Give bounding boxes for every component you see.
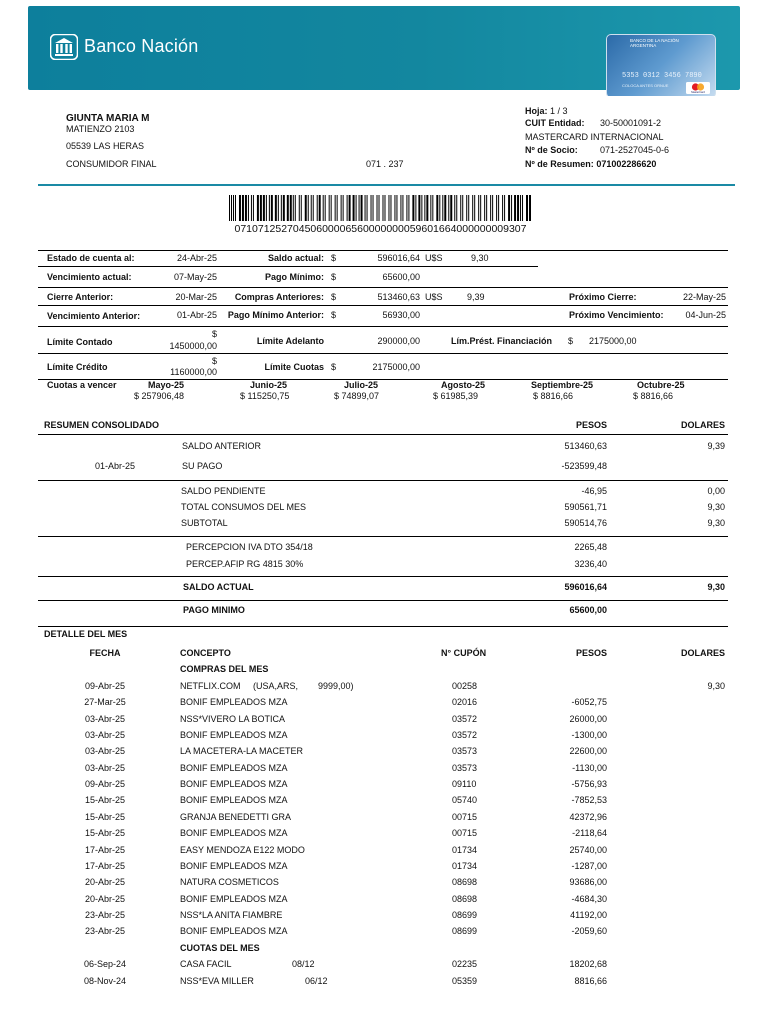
- holder-tax-condition: CONSUMIDOR FINAL: [66, 159, 157, 169]
- barcode-bar: [504, 195, 505, 221]
- detalle-cupon: 03573: [452, 746, 478, 757]
- currency-symbol: $: [331, 362, 337, 372]
- resumen-title: RESUMEN CONSOLIDADO: [44, 420, 160, 430]
- divider: [38, 626, 728, 627]
- barcode-bar: [522, 195, 523, 221]
- estado-label: Estado de cuenta al:: [47, 253, 135, 263]
- detalle-date: 09-Abr-25: [84, 779, 126, 790]
- resumen-pesos: 65600,00: [569, 605, 607, 615]
- holder-street: MATIENZO 2103: [66, 124, 135, 134]
- compras-anteriores-pesos: 513460,63: [377, 292, 420, 302]
- vencimiento-anterior-label: Vencimiento Anterior:: [47, 311, 141, 321]
- barcode-bar: [492, 195, 493, 221]
- detalle-date: 27-Mar-25: [84, 697, 126, 708]
- barcode-bar: [233, 195, 234, 221]
- barcode-bar: [269, 195, 270, 221]
- compras-anteriores-label: Compras Anteriores:: [234, 292, 324, 302]
- limite-cuotas-label: Límite Cuotas: [264, 362, 324, 372]
- barcode-bar: [394, 195, 395, 221]
- barcode-bar: [313, 195, 314, 221]
- detalle-pesos: 93686,00: [569, 877, 607, 888]
- resumen-pesos: 2265,48: [574, 542, 607, 552]
- detalle-cupon: 01734: [452, 860, 478, 871]
- detalle-cupon: 02235: [452, 959, 478, 969]
- detalle-concept: BONIF EMPLEADOS MZA: [180, 860, 288, 871]
- barcode-bar: [361, 195, 363, 221]
- resumen-number: Nº de Resumen: 071002286620: [525, 159, 657, 169]
- detalle-cupon: 01734: [452, 844, 478, 855]
- detalle-date: 15-Abr-25: [84, 828, 126, 839]
- estado-value: 24-Abr-25: [176, 253, 217, 263]
- barcode-bar: [311, 195, 312, 221]
- compras-title: COMPRAS DEL MES: [180, 664, 269, 674]
- barcode-bar: [257, 195, 259, 221]
- barcode-bar: [379, 195, 380, 221]
- detalle-pesos: -4684,30: [571, 893, 607, 904]
- cuota-amount: $ 115250,75: [240, 391, 290, 401]
- limite-financiacion-label: Lím.Prést. Financiación: [451, 336, 553, 346]
- barcode-bar: [293, 195, 294, 221]
- proximo-vencimiento-value: 04-Jun-25: [685, 310, 726, 320]
- barcode-bar: [498, 195, 499, 221]
- barcode-bar: [408, 195, 409, 221]
- barcode-bar: [436, 195, 438, 221]
- branch-code: 071 . 237: [366, 159, 404, 169]
- resumen-concept: PERCEPCION IVA DTO 354/18: [186, 542, 313, 552]
- barcode-bar: [308, 195, 309, 221]
- detalle-date: 03-Abr-25: [84, 730, 126, 741]
- fecha-header: FECHA: [89, 648, 121, 658]
- saldo-label: Saldo actual:: [267, 253, 324, 263]
- cierre-anterior-value: 20-Mar-25: [175, 292, 217, 302]
- detalle-concept: BONIF EMPLEADOS MZA: [180, 730, 288, 741]
- detalle-pesos: -1130,00: [572, 762, 607, 773]
- resumen-concept: SALDO ACTUAL: [183, 582, 254, 592]
- resumen-pesos: -46,95: [581, 486, 607, 496]
- barcode-bar: [365, 195, 366, 221]
- detalle-cupon: 08699: [452, 926, 478, 937]
- barcode-bar: [248, 195, 249, 221]
- barcode-bar: [486, 195, 487, 221]
- detalle-cupon: 02016: [452, 697, 478, 708]
- barcode-bar: [426, 195, 428, 221]
- bank-name: Banco Nación: [84, 36, 199, 56]
- barcode-bar: [418, 195, 420, 221]
- detalle-date: 08-Nov-24: [83, 975, 127, 986]
- resumen-usd: 9,30: [707, 502, 725, 512]
- barcode-bar: [253, 195, 254, 221]
- barcode-bar: [251, 195, 252, 221]
- barcode-bar: [390, 195, 391, 221]
- mastercard-logo-icon: [686, 82, 710, 94]
- cierre-anterior-label: Cierre Anterior:: [47, 292, 114, 302]
- detalle-pesos: 25740,00: [569, 844, 607, 855]
- detalle-cupon: 00715: [452, 811, 478, 822]
- barcode-bar: [514, 195, 516, 221]
- pago-minimo-label: Pago Mínimo:: [265, 272, 324, 282]
- barcode-bar: [456, 195, 457, 221]
- barcode-bar: [478, 195, 479, 221]
- barcode-bar: [290, 195, 292, 221]
- barcode-bar: [349, 195, 351, 221]
- barcode-bar: [466, 195, 467, 221]
- compras-anteriores-usd: 9,39: [467, 292, 485, 302]
- detalle-pesos: 8816,66: [574, 975, 607, 986]
- barcode-bar: [526, 195, 528, 221]
- barcode-bar: [287, 195, 289, 221]
- cuotas-title: CUOTAS DEL MES: [180, 943, 260, 953]
- resumen-pesos: 596016,64: [564, 582, 607, 592]
- barcode-bar: [231, 195, 232, 221]
- currency-symbol: $: [211, 356, 217, 366]
- proximo-vencimiento-label: Próximo Vencimiento:: [569, 310, 664, 320]
- detalle-cupon: 05740: [452, 795, 478, 806]
- barcode-bar: [388, 195, 389, 221]
- barcode-bar: [424, 195, 425, 221]
- currency-symbol: $: [331, 292, 337, 302]
- holder-name: GIUNTA MARIA M: [66, 113, 150, 124]
- socio-label: Nº de Socio:: [525, 145, 578, 155]
- barcode-bar: [382, 195, 383, 221]
- cuota-amount: $ 74899,07: [334, 391, 380, 401]
- barcode-bar: [490, 195, 491, 221]
- divider: [38, 576, 728, 577]
- detalle-concept: GRANJA BENEDETTI GRA: [180, 811, 292, 822]
- pesos-header: PESOS: [575, 648, 607, 658]
- barcode-bar: [377, 195, 378, 221]
- limite-contado-label: Límite Contado: [47, 337, 113, 347]
- barcode-bar: [468, 195, 469, 221]
- resumen-concept: SUBTOTAL: [181, 518, 228, 528]
- concepto-header: CONCEPTO: [180, 648, 231, 658]
- currency-symbol: $: [568, 336, 574, 346]
- resumen-concept: PAGO MINIMO: [183, 605, 245, 615]
- barcode-bar: [480, 195, 481, 221]
- detalle-cupon: 08699: [452, 909, 478, 920]
- cuota-amount: $ 257906,48: [134, 391, 185, 401]
- detalle-concept: EASY MENDOZA E122 MODO: [180, 844, 305, 855]
- detalle-cupon: 00258: [452, 681, 478, 691]
- cuota-amount: $ 8816,66: [633, 391, 674, 401]
- detalle-pesos: -5756,93: [571, 779, 607, 790]
- barcode-bar: [502, 195, 503, 221]
- pago-minimo-value: 65600,00: [382, 272, 420, 282]
- detalle-cupon: 08698: [452, 893, 478, 904]
- divider: [38, 600, 728, 601]
- barcode-bar: [271, 195, 273, 221]
- resumen-pesos: 3236,40: [574, 559, 607, 569]
- cuota-month: Agosto-25: [441, 380, 486, 390]
- card-program: MASTERCARD INTERNACIONAL: [525, 132, 664, 142]
- detalle-date: 17-Abr-25: [84, 844, 126, 855]
- card-holder: COLOCA ANTES ORNUE: [622, 83, 669, 88]
- header-divider: [38, 184, 735, 186]
- barcode-bar: [529, 195, 531, 221]
- barcode-bar: [508, 195, 510, 221]
- resumen-pesos: 590561,71: [564, 502, 607, 512]
- detalle-date: 17-Abr-25: [84, 860, 126, 871]
- card-bank-name: BANCO DE LA NACIÓN ARGENTINA: [630, 38, 679, 48]
- barcode-bar: [359, 195, 360, 221]
- resumen-pesos: -523599,48: [561, 461, 607, 471]
- resumen-concept: SALDO PENDIENTE: [181, 486, 266, 496]
- detalle-concept: NETFLIX.COM (USA,ARS, 9999,00): [180, 681, 354, 691]
- detalle-cuota-number: 06/12: [305, 975, 328, 986]
- limite-financiacion-value: 2175000,00: [589, 336, 637, 346]
- divider: [38, 480, 728, 481]
- proximo-cierre-value: 22-May-25: [682, 292, 726, 302]
- barcode-bar: [278, 195, 279, 221]
- card-number: 5353 0312 3456 7890: [622, 72, 702, 80]
- detalle-date: 23-Abr-25: [84, 909, 126, 920]
- barcode-bar: [356, 195, 357, 221]
- detalle-pesos: -1287,00: [571, 860, 607, 871]
- detalle-cuota-number: 08/12: [292, 959, 315, 969]
- detalle-pesos: -2059,60: [571, 926, 607, 937]
- cuota-amount: $ 61985,39: [433, 391, 479, 401]
- barcode-bar: [472, 195, 473, 221]
- barcode-bar: [239, 195, 241, 221]
- resumen-usd: 9,30: [707, 518, 725, 528]
- barcode-bar: [331, 195, 332, 221]
- resumen-concept: SALDO ANTERIOR: [182, 441, 262, 451]
- resumen-pesos: 590514,76: [564, 518, 607, 528]
- detalle-date: 03-Abr-25: [84, 762, 126, 773]
- barcode-bar: [367, 195, 368, 221]
- cuit-value: 30-50001091-2: [600, 118, 662, 128]
- barcode-bar: [462, 195, 463, 221]
- barcode-bar: [319, 195, 321, 221]
- currency-symbol: $: [331, 253, 337, 263]
- vencimiento-anterior-value: 01-Abr-25: [176, 310, 217, 320]
- barcode-bar: [283, 195, 285, 221]
- barcode-bar: [384, 195, 385, 221]
- barcode-bar: [301, 195, 302, 221]
- limite-cuotas-value: 2175000,00: [372, 362, 420, 372]
- pago-minimo-anterior-value: 56930,00: [382, 310, 420, 320]
- barcode-bar: [353, 195, 355, 221]
- barcode-bar: [299, 195, 300, 221]
- proximo-cierre-label: Próximo Cierre:: [569, 292, 637, 302]
- bank-header: [0, 0, 768, 96]
- resumen-pesos: 513460,63: [564, 441, 607, 451]
- currency-symbol: $: [331, 310, 337, 320]
- detalle-cupon: 00715: [452, 828, 478, 839]
- barcode-bar: [341, 195, 342, 221]
- barcode-bar: [517, 195, 519, 221]
- detalle-usd: 9,30: [707, 681, 725, 691]
- barcode-bar: [442, 195, 443, 221]
- barcode-bar: [317, 195, 318, 221]
- barcode-bar: [260, 195, 262, 221]
- detalle-title: DETALLE DEL MES: [44, 629, 128, 639]
- detalle-pesos: 18202,68: [569, 959, 607, 969]
- barcode-bar: [371, 195, 372, 221]
- detalle-date: 23-Abr-25: [84, 926, 126, 937]
- detalle-date: 03-Abr-25: [84, 713, 126, 724]
- detalle-concept: LA MACETERA-LA MACETER: [180, 746, 304, 757]
- detalle-concept: NSS*EVA MILLER: [180, 975, 254, 986]
- detalle-concept: NSS*LA ANITA FIAMBRE: [180, 909, 283, 920]
- mastercard-text: MasterCard: [691, 91, 705, 94]
- detalle-cupon: 09110: [452, 779, 477, 790]
- barcode-bar: [400, 195, 401, 221]
- barcode-bar: [275, 195, 277, 221]
- barcode-bar: [337, 195, 338, 221]
- vencimiento-label: Vencimiento actual:: [47, 272, 132, 282]
- barcode-bar: [430, 195, 431, 221]
- detalle-pesos: 41192,00: [570, 909, 607, 920]
- barcode-bar: [295, 195, 296, 221]
- detalle-concept: CASA FACIL: [180, 959, 232, 969]
- detalle-date: 06-Sep-24: [83, 959, 127, 969]
- detalle-concept: NSS*VIVERO LA BOTICA: [180, 713, 286, 724]
- resumen-usd: 9,39: [707, 441, 725, 451]
- barcode-bar: [432, 195, 433, 221]
- barcode-bar: [444, 195, 446, 221]
- detalle-concept: BONIF EMPLEADOS MZA: [180, 893, 288, 904]
- barcode-bar: [450, 195, 452, 221]
- barcode-number: 07107125270450600006560000000059601664000000009307: [234, 223, 527, 235]
- barcode-bar: [421, 195, 422, 221]
- barcode-bar: [329, 195, 330, 221]
- barcode-bar: [402, 195, 403, 221]
- vencimiento-value: 07-May-25: [173, 272, 217, 282]
- resumen-usd: 9,30: [707, 582, 725, 592]
- cuota-month: Mayo-25: [148, 380, 185, 390]
- detalle-concept: BONIF EMPLEADOS MZA: [180, 779, 288, 790]
- detalle-cupon: 03573: [452, 762, 478, 773]
- detalle-cupon: 05359: [452, 975, 478, 986]
- resumen-date: 01-Abr-25: [94, 461, 136, 471]
- barcode-bar: [323, 195, 324, 221]
- barcode-bar: [373, 195, 374, 221]
- barcode-bar: [412, 195, 414, 221]
- barcode-bar: [281, 195, 282, 221]
- barcode-bar: [305, 195, 307, 221]
- limite-credito-value: 1160000,00: [170, 367, 217, 377]
- resumen-concept: SU PAGO: [182, 461, 223, 471]
- saldo-usd-label: U$S: [425, 253, 443, 263]
- limite-adelanto-value: 290000,00: [377, 336, 420, 346]
- detalle-date: 03-Abr-25: [84, 746, 126, 757]
- barcode-bar: [263, 195, 265, 221]
- barcode-bar: [496, 195, 497, 221]
- detalle-pesos: -6052,75: [571, 697, 607, 708]
- barcode-bar: [484, 195, 485, 221]
- barcode-image: [229, 195, 532, 221]
- barcode-bar: [266, 195, 267, 221]
- cuit-label: CUIT Entidad:: [525, 118, 585, 128]
- cuota-month: Septiembre-25: [531, 380, 594, 390]
- resumen-concept: PERCEP.AFIP RG 4815 30%: [186, 559, 304, 569]
- bank-logo-icon: [50, 34, 78, 60]
- cupon-header: N° CUPÓN: [441, 648, 487, 658]
- saldo-usd: 9,30: [471, 253, 489, 263]
- detalle-concept: BONIF EMPLEADOS MZA: [180, 795, 288, 806]
- detalle-concept: BONIF EMPLEADOS MZA: [180, 697, 288, 708]
- detalle-cupon: 03572: [452, 713, 478, 724]
- cuota-month: Octubre-25: [637, 380, 685, 390]
- compras-usd-label: U$S: [425, 292, 443, 302]
- detalle-cupon: 03572: [452, 730, 478, 741]
- detalle-pesos: 22600,00: [569, 746, 607, 757]
- barcode-bar: [235, 195, 236, 221]
- barcode-bar: [415, 195, 416, 221]
- barcode-bar: [396, 195, 397, 221]
- detalle-concept: BONIF EMPLEADOS MZA: [180, 828, 288, 839]
- barcode-bar: [229, 195, 230, 221]
- detalle-concept: NATURA COSMETICOS: [180, 877, 279, 888]
- barcode-bar: [245, 195, 247, 221]
- cuota-month: Junio-25: [250, 380, 288, 390]
- barcode-bar: [448, 195, 449, 221]
- barcode-bar: [406, 195, 407, 221]
- page-indicator: Hoja: 1 / 3: [525, 106, 568, 116]
- holder-city: 05539 LAS HERAS: [66, 141, 145, 151]
- barcode-bar: [511, 195, 512, 221]
- barcode-bar: [460, 195, 461, 221]
- detalle-pesos: -1300,00: [571, 730, 607, 741]
- limite-contado-value: 1450000,00: [169, 341, 217, 351]
- limite-adelanto-label: Límite Adelanto: [256, 336, 324, 346]
- barcode-bar: [520, 195, 521, 221]
- detalle-concept: BONIF EMPLEADOS MZA: [180, 926, 288, 937]
- currency-symbol: $: [331, 272, 337, 282]
- barcode-bar: [439, 195, 440, 221]
- barcode-bar: [242, 195, 244, 221]
- dolares-header: DOLARES: [680, 648, 725, 658]
- limite-credito-label: Límite Crédito: [47, 362, 108, 372]
- detalle-date: 15-Abr-25: [84, 795, 126, 806]
- detalle-pesos: -2118,64: [572, 828, 607, 839]
- detalle-pesos: -7852,53: [571, 795, 607, 806]
- barcode-bar: [335, 195, 336, 221]
- currency-symbol: $: [211, 329, 217, 339]
- cuota-month: Julio-25: [344, 380, 379, 390]
- resumen-concept: TOTAL CONSUMOS DEL MES: [181, 502, 307, 512]
- detalle-date: 20-Abr-25: [84, 893, 126, 904]
- pesos-header: PESOS: [575, 420, 607, 430]
- resumen-usd: 0,00: [707, 486, 725, 496]
- cuotas-a-vencer-label: Cuotas a vencer: [47, 380, 117, 390]
- detalle-concept: BONIF EMPLEADOS MZA: [180, 762, 288, 773]
- barcode-bar: [474, 195, 475, 221]
- detalle-pesos: 42372,96: [569, 811, 607, 822]
- detalle-date: 15-Abr-25: [84, 811, 126, 822]
- barcode-bar: [454, 195, 455, 221]
- detalle-pesos: 26000,00: [569, 713, 607, 724]
- saldo-pesos: 596016,64: [377, 253, 420, 263]
- dolares-header: DOLARES: [680, 420, 725, 430]
- barcode-bar: [325, 195, 326, 221]
- cuota-amount: $ 8816,66: [533, 391, 574, 401]
- barcode-bar: [347, 195, 348, 221]
- detalle-cupon: 08698: [452, 877, 478, 888]
- detalle-date: 20-Abr-25: [84, 877, 126, 888]
- detalle-date: 09-Abr-25: [84, 681, 126, 691]
- socio-value: 071-2527045-0-6: [600, 145, 670, 155]
- pago-minimo-anterior-label: Pago Mínimo Anterior:: [227, 310, 324, 320]
- divider: [38, 536, 728, 537]
- barcode-bar: [343, 195, 344, 221]
